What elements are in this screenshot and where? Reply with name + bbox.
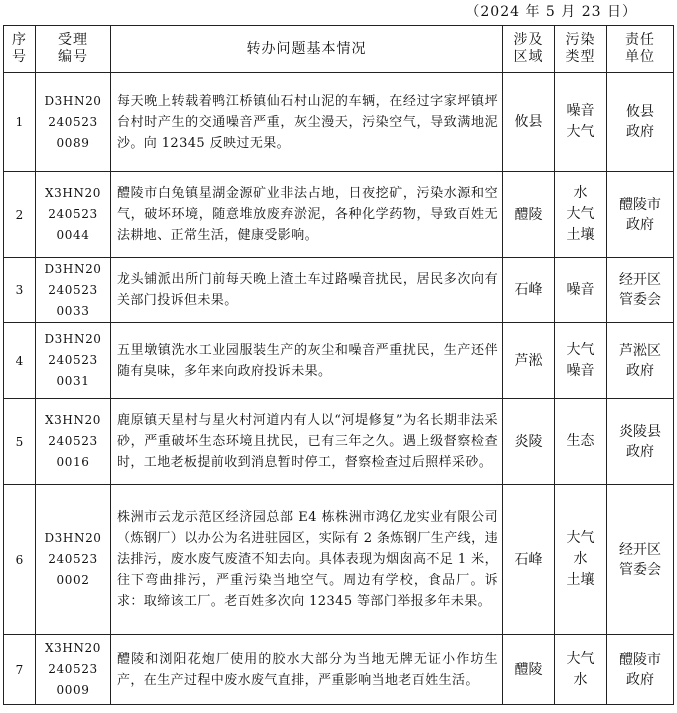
report-date: （2024 年 5 月 23 日）: [465, 4, 637, 20]
row-seq: 1: [4, 73, 36, 172]
row-description: 每天晚上转载着鸭江桥镇仙石村山泥的车辆，在经过字家坪镇坪台村时产生的交通噪音严重，灰尘漫天，污染空气，导致满地泥沙。向 12345 反映过无果。: [111, 73, 503, 172]
row-area: 芦淞: [503, 323, 555, 399]
header-responsible-unit: 责任 单位: [607, 26, 674, 73]
row-responsible-unit: 炎陵县 政府: [607, 399, 674, 485]
row-acceptance-number: X3HN20 240523 0009: [36, 635, 111, 705]
row-responsible-unit: 醴陵市 政府: [607, 172, 674, 258]
row-description: 醴陵市白兔镇星湖金源矿业非法占地，日夜挖矿，污染水源和空气，破坏环境，随意堆放废弃淤泥，各种化学药物，导致百姓无法耕地、正常生活，健康受影响。: [111, 172, 503, 258]
row-seq: 7: [4, 635, 36, 705]
row-acceptance-number: D3HN20 240523 0031: [36, 323, 111, 399]
row-seq: 4: [4, 323, 36, 399]
row-area: 石峰: [503, 258, 555, 323]
row-description: 株洲市云龙示范区经济园总部 E4 栋株洲市鸿亿龙实业有限公司（炼钢厂）以办公为名进驻园区，实际有 2 条炼钢厂生产线，违法排污，废水废气废渣不知去向。具体表现为烟囱高不足 1 米，往下弯曲排污，严重污染当地空气。周边有学校，食品厂。诉求：取缔该工厂。老百姓多次向 12345 等部门举报多年未果。: [111, 485, 503, 635]
row-responsible-unit: 经开区 管委会: [607, 485, 674, 635]
header-acceptance-number: 受理 编号: [36, 26, 111, 73]
row-pollution-type: 大气 水 土壤: [555, 485, 607, 635]
row-area: 攸县: [503, 73, 555, 172]
row-seq: 5: [4, 399, 36, 485]
table-row: [4, 323, 674, 399]
row-seq: 6: [4, 485, 36, 635]
row-pollution-type: 生态: [555, 399, 607, 485]
row-area: 炎陵: [503, 399, 555, 485]
table-row: [4, 172, 674, 258]
table-row: [4, 73, 674, 172]
row-description: 龙头铺派出所门前每天晚上渣土车过路噪音扰民，居民多次向有关部门投诉但未果。: [111, 258, 503, 323]
row-acceptance-number: D3HN20 240523 0089: [36, 73, 111, 172]
row-responsible-unit: 醴陵市 政府: [607, 635, 674, 705]
table-row: [4, 399, 674, 485]
table-header-row: [4, 26, 674, 73]
row-acceptance-number: D3HN20 240523 0002: [36, 485, 111, 635]
table-row: [4, 635, 674, 705]
row-pollution-type: 噪音 大气: [555, 73, 607, 172]
header-area: 涉及 区域: [503, 26, 555, 73]
row-seq: 2: [4, 172, 36, 258]
row-area: 石峰: [503, 485, 555, 635]
row-area: 醴陵: [503, 635, 555, 705]
row-description: 鹿原镇天星村与星火村河道内有人以“河堤修复”为名长期非法采砂，严重破坏生态环境且扰民，已有三年之久。遇上级督察检查时，工地老板提前收到消息暂时停工，督察检查过后照样采砂。: [111, 399, 503, 485]
table-body: [4, 73, 674, 705]
row-seq: 3: [4, 258, 36, 323]
header-seq: 序 号: [4, 26, 36, 73]
row-area: 醴陵: [503, 172, 555, 258]
row-pollution-type: 大气 噪音: [555, 323, 607, 399]
complaint-table: [3, 25, 674, 705]
row-pollution-type: 水 大气 土壤: [555, 172, 607, 258]
table-row: [4, 258, 674, 323]
row-description: 醴陵和浏阳花炮厂使用的胶水大部分为当地无牌无证小作坊生产，在生产过程中废水废气直排，严重影响当地老百姓生活。: [111, 635, 503, 705]
header-pollution-type: 污染 类型: [555, 26, 607, 73]
row-description: 五里墩镇洗水工业园服装生产的灰尘和噪音严重扰民，生产还伴随有臭味，多年来向政府投诉未果。: [111, 323, 503, 399]
row-acceptance-number: D3HN20 240523 0033: [36, 258, 111, 323]
header-description: 转办问题基本情况: [111, 26, 503, 73]
row-acceptance-number: X3HN20 240523 0044: [36, 172, 111, 258]
row-pollution-type: 大气 水: [555, 635, 607, 705]
table-row: [4, 485, 674, 635]
row-responsible-unit: 芦淞区 政府: [607, 323, 674, 399]
row-responsible-unit: 攸县 政府: [607, 73, 674, 172]
row-responsible-unit: 经开区 管委会: [607, 258, 674, 323]
row-acceptance-number: X3HN20 240523 0016: [36, 399, 111, 485]
row-pollution-type: 噪音: [555, 258, 607, 323]
